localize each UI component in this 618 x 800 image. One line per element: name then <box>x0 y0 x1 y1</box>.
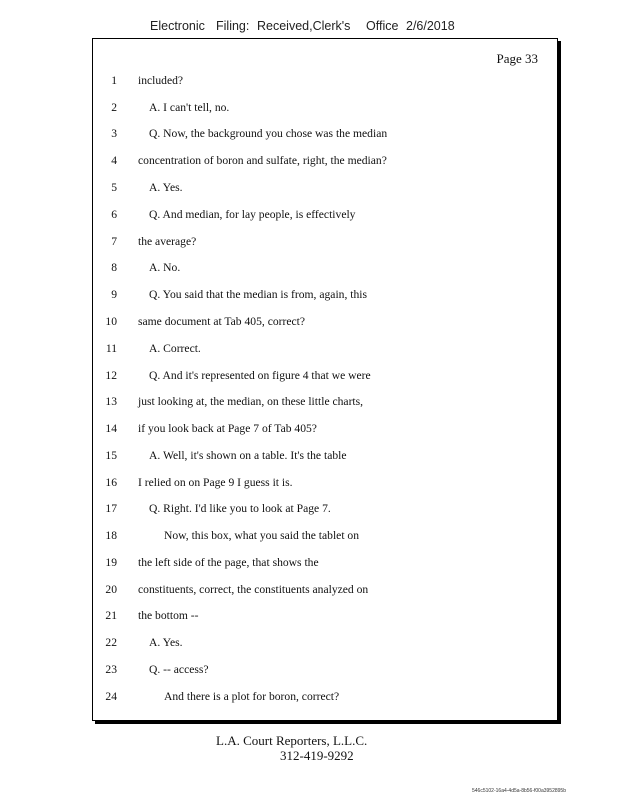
transcript-line <box>93 583 557 601</box>
transcript-page <box>92 38 558 721</box>
line-text: A. Yes. <box>149 636 183 649</box>
line-number: 5 <box>111 181 117 194</box>
transcript-line <box>93 369 557 387</box>
filing-stamp <box>150 19 470 37</box>
line-number: 14 <box>105 422 117 435</box>
line-text: A. No. <box>149 261 181 274</box>
line-number: 24 <box>105 690 117 703</box>
transcript-line <box>93 261 557 279</box>
line-number: 21 <box>105 609 117 622</box>
line-text: same document at Tab 405, correct? <box>138 315 306 328</box>
transcript-line <box>93 208 557 226</box>
stamp-filing: Filing: <box>216 19 250 33</box>
transcript-line <box>93 449 557 467</box>
transcript-line <box>93 476 557 494</box>
transcript-line <box>93 395 557 413</box>
line-text: A. Well, it's shown on a table. It's the table <box>149 449 347 462</box>
line-text: constituents, correct, the constituents analyzed on <box>138 583 369 596</box>
transcript-line <box>93 342 557 360</box>
line-number: 17 <box>105 502 117 515</box>
line-number: 23 <box>105 663 117 676</box>
line-text: just looking at, the median, on these little charts, <box>138 395 364 408</box>
transcript-line <box>93 556 557 574</box>
line-text: the left side of the page, that shows the <box>138 556 319 569</box>
line-text: Q. You said that the median is from, again, this <box>149 288 368 301</box>
court-reporter-phone: 312-419-9292 <box>280 748 354 763</box>
transcript-line <box>93 235 557 253</box>
line-text: A. I can't tell, no. <box>149 101 230 114</box>
line-text: included? <box>138 74 184 87</box>
line-text: Q. And median, for lay people, is effectively <box>149 208 356 221</box>
line-text: Q. And it's represented on figure 4 that we were <box>149 369 371 382</box>
line-number: 20 <box>105 583 117 596</box>
document-hash: 546c5102-16a4-4d5a-8b56-f00a3952895b <box>472 788 566 794</box>
transcript-line <box>93 288 557 306</box>
line-text: Q. Now, the background you chose was the median <box>149 127 388 140</box>
transcript-line <box>93 154 557 172</box>
line-text: concentration of boron and sulfate, right, the median? <box>138 154 387 167</box>
transcript-line <box>93 663 557 681</box>
line-number: 11 <box>105 342 117 355</box>
line-number: 18 <box>105 529 117 542</box>
line-number: 8 <box>111 261 117 274</box>
transcript-line <box>93 315 557 333</box>
transcript-line <box>93 422 557 440</box>
line-text: A. Yes. <box>149 181 183 194</box>
line-number: 15 <box>105 449 117 462</box>
line-number: 7 <box>111 235 117 248</box>
line-number: 22 <box>105 636 117 649</box>
line-text: the bottom -- <box>138 609 199 622</box>
transcript-line <box>93 101 557 119</box>
line-number: 6 <box>111 208 117 221</box>
line-number: 4 <box>111 154 117 167</box>
stamp-electronic: Electronic <box>150 19 205 33</box>
line-text: the average? <box>138 235 197 248</box>
line-number: 19 <box>105 556 117 569</box>
stamp-date: 2/6/2018 <box>406 19 455 33</box>
line-text: I relied on on Page 9 I guess it is. <box>138 476 293 489</box>
stamp-received: Received,Clerk's <box>257 19 351 33</box>
line-text: And there is a plot for boron, correct? <box>164 690 340 703</box>
line-number: 13 <box>105 395 117 408</box>
transcript-line <box>93 636 557 654</box>
transcript-line <box>93 127 557 145</box>
line-text: Now, this box, what you said the tablet on <box>164 529 360 542</box>
line-number: 12 <box>105 369 117 382</box>
line-number: 10 <box>105 315 117 328</box>
line-text: Q. -- access? <box>149 663 209 676</box>
court-reporter-name: L.A. Court Reporters, L.L.C. <box>216 733 368 748</box>
line-text: if you look back at Page 7 of Tab 405? <box>138 422 317 435</box>
transcript-line <box>93 690 557 708</box>
line-number: 16 <box>105 476 117 489</box>
stamp-office: Office <box>366 19 399 33</box>
line-number: 3 <box>111 127 117 140</box>
transcript-line <box>93 502 557 520</box>
transcript-line <box>93 609 557 627</box>
transcript-line <box>93 529 557 547</box>
line-number: 9 <box>111 288 117 301</box>
line-number: 2 <box>111 101 117 114</box>
transcript-line <box>93 181 557 199</box>
transcript-line <box>93 74 557 92</box>
line-text: Q. Right. I'd like you to look at Page 7. <box>149 502 331 515</box>
page-number: Page 33 <box>496 51 538 66</box>
line-number: 1 <box>111 74 117 87</box>
line-text: A. Correct. <box>149 342 201 355</box>
